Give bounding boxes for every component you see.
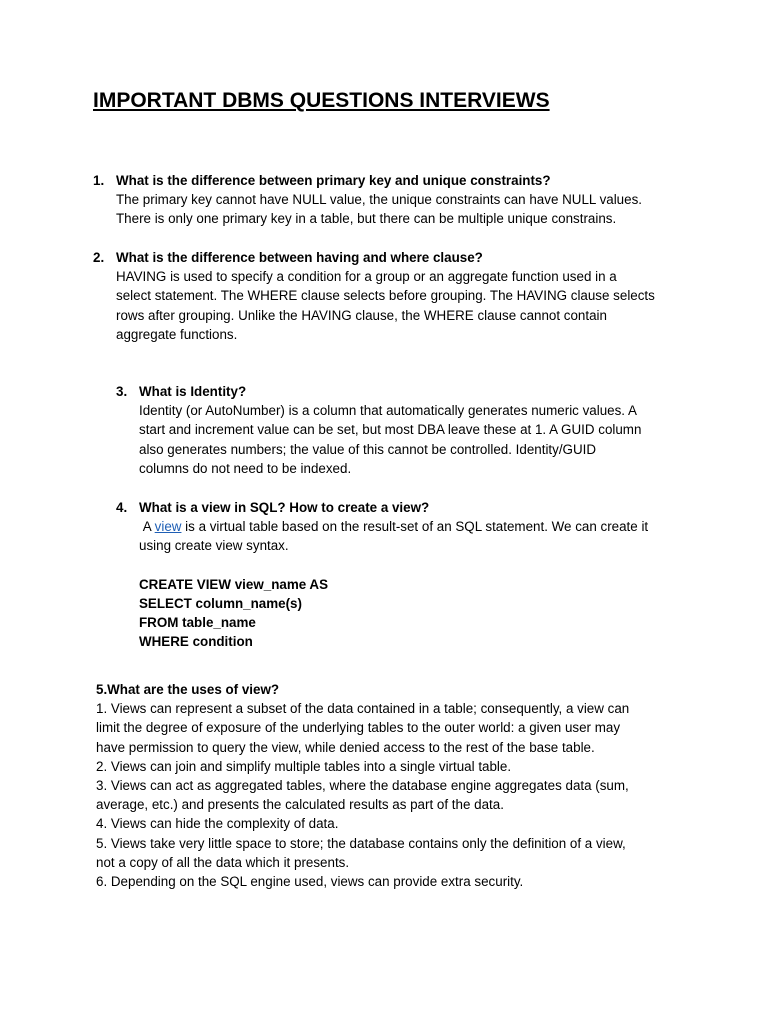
q1-block bbox=[116, 171, 736, 229]
spacer bbox=[139, 556, 739, 575]
q4-question: What is a view in SQL? How to create a view? bbox=[139, 500, 430, 515]
q5-heading: 5.What are the uses of view? bbox=[96, 682, 280, 697]
q3-answer-line: Identity (or AutoNumber) is a column that automatically generates numeric values. A bbox=[139, 403, 637, 419]
q4-answer-line: using create view syntax. bbox=[139, 538, 289, 554]
q2-number: 2. bbox=[93, 250, 105, 265]
q3-answer-line: start and increment value can be set, but most DBA leave these at 1. A GUID column bbox=[139, 422, 642, 438]
q3-answer-line: also generates numbers; the value of this cannot be controlled. Identity/GUID bbox=[139, 441, 597, 457]
q5-line: 2. Views can join and simplify multiple tables into a single virtual table. bbox=[96, 758, 512, 774]
q3-question: What is Identity? bbox=[139, 384, 247, 399]
page-title: IMPORTANT DBMS QUESTIONS INTERVIEWS bbox=[93, 89, 550, 112]
q4-block bbox=[139, 498, 739, 652]
q3-number: 3. bbox=[116, 384, 128, 399]
q1-answer-line: There is only one primary key in a table, but there can be multiple unique constrains. bbox=[116, 211, 617, 227]
q3-answer-line: columns do not need to be indexed. bbox=[139, 460, 352, 476]
q5-line: limit the degree of exposure of the underlying tables to the outer world: a given user may bbox=[96, 720, 621, 736]
view-link[interactable]: view bbox=[154, 519, 182, 535]
code-line: CREATE VIEW view_name AS bbox=[139, 576, 329, 592]
q2-answer-line: select statement. The WHERE clause selects before grouping. The HAVING clause selects bbox=[116, 288, 655, 304]
q5-line: 1. Views can represent a subset of the data contained in a table; consequently, a view can bbox=[96, 701, 630, 717]
q5-line: average, etc.) and presents the calculated results as part of the data. bbox=[96, 797, 504, 813]
q4-answer-suffix: is a virtual table based on the result-set of an SQL statement. We can create it bbox=[181, 519, 649, 535]
q4-answer-line bbox=[139, 517, 739, 536]
q1-question: What is the difference between primary key and unique constraints? bbox=[116, 173, 551, 188]
q5-line: 3. Views can act as aggregated tables, where the database engine aggregates data (sum, bbox=[96, 778, 629, 794]
q4-answer-prefix: A bbox=[139, 519, 155, 535]
q5-line: have permission to query the view, while denied access to the rest of the base table. bbox=[96, 739, 595, 755]
q2-answer-line: HAVING is used to specify a condition for a group or an aggregate function used in a bbox=[116, 269, 617, 285]
q5-block bbox=[96, 680, 716, 891]
q5-line: not a copy of all the data which it presents. bbox=[96, 854, 350, 870]
q3-block bbox=[139, 382, 739, 478]
q2-question: What is the difference between having and where clause? bbox=[116, 250, 483, 265]
q2-answer-line: aggregate functions. bbox=[116, 326, 238, 342]
q2-answer-line: rows after grouping. Unlike the HAVING clause, the WHERE clause cannot contain bbox=[116, 307, 607, 323]
code-line: WHERE condition bbox=[139, 634, 253, 650]
q5-line: 4. Views can hide the complexity of data. bbox=[96, 816, 339, 832]
q4-number: 4. bbox=[116, 500, 128, 515]
q5-line: 6. Depending on the SQL engine used, views can provide extra security. bbox=[96, 874, 524, 890]
q1-number: 1. bbox=[93, 173, 105, 188]
code-line: SELECT column_name(s) bbox=[139, 596, 302, 612]
code-line: FROM table_name bbox=[139, 615, 256, 631]
q2-block bbox=[116, 248, 736, 344]
q1-answer-line: The primary key cannot have NULL value, the unique constraints can have NULL values. bbox=[116, 192, 642, 208]
q5-line: 5. Views take very little space to store; the database contains only the definition of a view, bbox=[96, 835, 626, 851]
